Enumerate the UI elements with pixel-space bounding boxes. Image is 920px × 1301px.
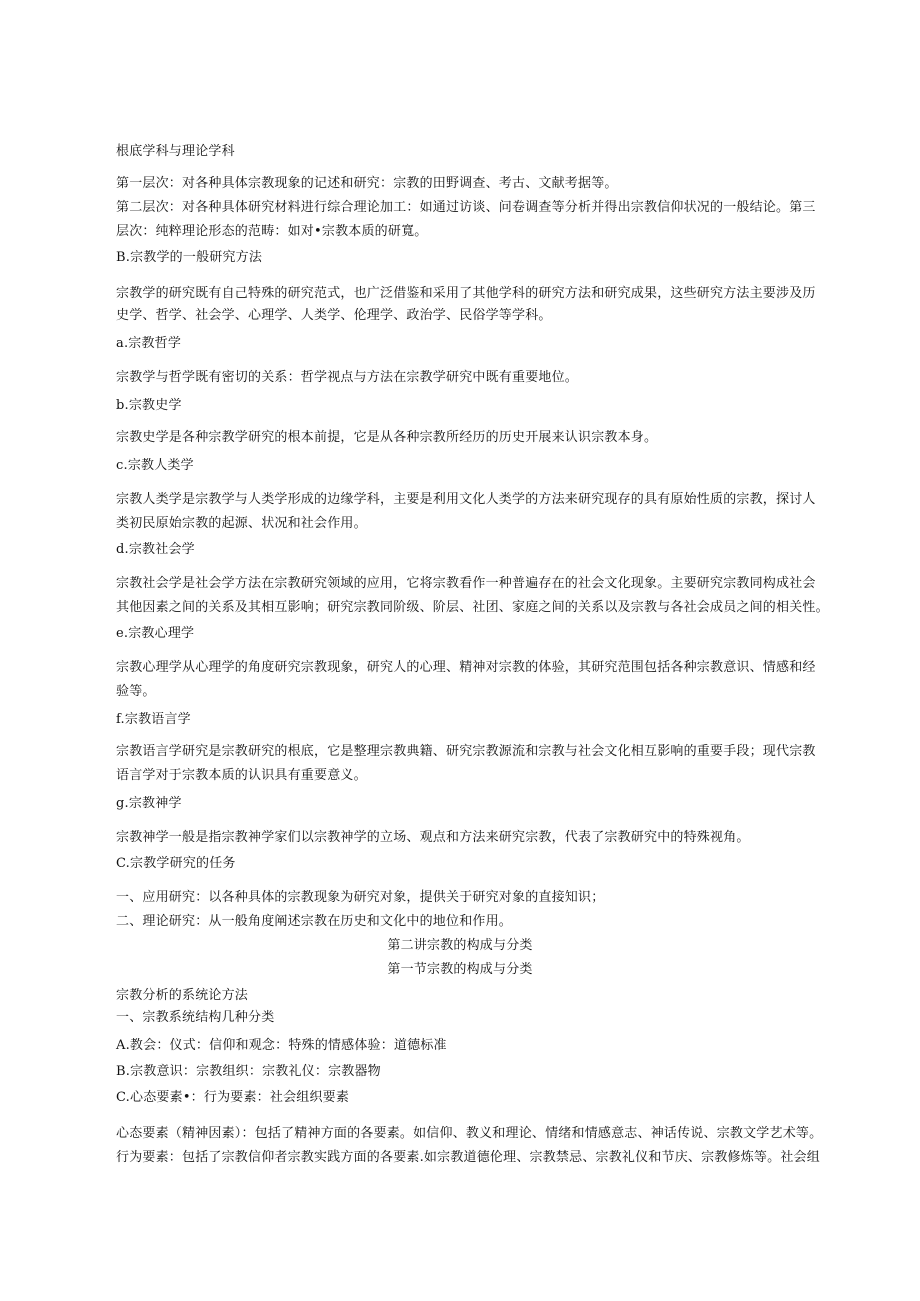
paragraph-line: 心态要素（精神因素）：包括了精神方面的各要素。如信仰、教义和理论、情绪和情感意志、神话传说、宗教文学艺术等。 xyxy=(116,1126,823,1141)
paragraph-line: 宗教神学一般是指宗教神学家们以宗教神学的立场、观点和方法来研究宗教，代表了宗教研究中的特殊视角。 xyxy=(116,830,750,845)
subsection-heading: d.宗教社会学 xyxy=(116,542,195,557)
paragraph-line: 类初民原始宗教的起源、状况和社会作用。 xyxy=(116,516,367,531)
list-item: B.宗教意识：宗教组织：宗教礼仪：宗教器物 xyxy=(116,1064,381,1079)
paragraph-line: 语言学对于宗教本质的认识具有重要意义。 xyxy=(116,768,367,783)
section-heading: C.宗教学研究的任务 xyxy=(116,856,236,871)
paragraph-line: 宗教心理学从心理学的角度研究宗教现象，研究人的心理、精神对宗教的体验，其研究范围包括各种宗教意识、情感和经 xyxy=(116,660,816,675)
list-item: 二、理论研究：从一般角度阐述宗教在历史和文化中的地位和作用。 xyxy=(116,914,513,929)
subsection-heading: a.宗教哲学 xyxy=(116,336,182,351)
chapter-title: 第二讲宗教的构成与分类 xyxy=(387,938,533,953)
subsection-heading: c.宗教人类学 xyxy=(116,458,194,473)
subsection-heading: b.宗教史学 xyxy=(116,398,182,413)
paragraph-line: 宗教学与哲学既有密切的关系：哲学视点与方法在宗教学研究中既有重要地位。 xyxy=(116,370,579,385)
subsection-heading: g.宗教神学 xyxy=(116,796,182,811)
paragraph-line: 宗教语言学研究是宗教研究的根底，它是整理宗教典籍、研究宗教源流和宗教与社会文化相互影响的重要手段；现代宗教 xyxy=(116,744,816,759)
list-item: 一、应用研究：以各种具体的宗教现象为研究对象，提供关于研究对象的直接知识； xyxy=(116,890,605,905)
list-item: A.教会：仪式：信仰和观念：特殊的情感体验：道德标准 xyxy=(116,1038,447,1053)
paragraph-line: 宗教史学是各种宗教学研究的根本前提，它是从各种宗教所经历的历史开展来认识宗教本身。 xyxy=(116,430,658,445)
subsection-heading: e.宗教心理学 xyxy=(116,626,195,641)
paragraph-line: 第一层次：对各种具体宗教现象的记述和研究：宗教的田野调查、考古、文献考据等。 xyxy=(116,176,618,191)
section-title: 第一节宗教的构成与分类 xyxy=(387,962,533,977)
section-heading: 根底学科与理论学科 xyxy=(116,144,235,159)
paragraph-line: 层次：纯粹理论形态的范畴：如对•宗教本质的研寬。 xyxy=(116,224,428,239)
paragraph-line: 验等。 xyxy=(116,684,156,699)
list-item: C.心态要素•：行为要素：社会组织要素 xyxy=(116,1090,350,1105)
paragraph-line: 宗教社会学是社会学方法在宗教研究领域的应用，它将宗教看作一种普遍存在的社会文化现象。主要研究宗教同构成社会 xyxy=(116,576,816,591)
section-heading: B.宗教学的一般研究方法 xyxy=(116,250,263,265)
section-heading: 一、宗教系统结构几种分类 xyxy=(116,1010,275,1025)
subsection-heading: f.宗教语言学 xyxy=(116,712,191,727)
paragraph-line: 宗教人类学是宗教学与人类学形成的边缘学科，主要是利用文化人类学的方法来研究现存的具有原始性质的宗教，探讨人 xyxy=(116,492,816,507)
paragraph-line: 第二层次：对各种具体研究材料进行综合理论加工：如通过访谈、问卷调查等分析并得出宗教信仰状况的一般结论。第三 xyxy=(116,200,816,215)
paragraph-line: 史学、哲学、社会学、心理学、人类学、伦理学、政治学、民俗学等学科。 xyxy=(116,308,552,323)
paragraph-line: 宗教学的研究既有自己特殊的研究范式，也广泛借鉴和采用了其他学科的研究方法和研究成果，这些研究方法主要涉及历 xyxy=(116,286,816,301)
section-heading: 宗教分析的系统论方法 xyxy=(116,988,249,1003)
paragraph-line: 其他因素之间的关系及其相互影响；研究宗教同阶级、阶层、社团、家庭之间的关系以及宗教与各社会成员之间的相关性。 xyxy=(116,600,829,615)
paragraph-line: 行为要素：包括了宗教信仰者宗教实践方面的各要素.如宗教道德伦理、宗教禁忌、宗教礼仪和节庆、宗教修炼等。社会组 xyxy=(116,1150,820,1165)
